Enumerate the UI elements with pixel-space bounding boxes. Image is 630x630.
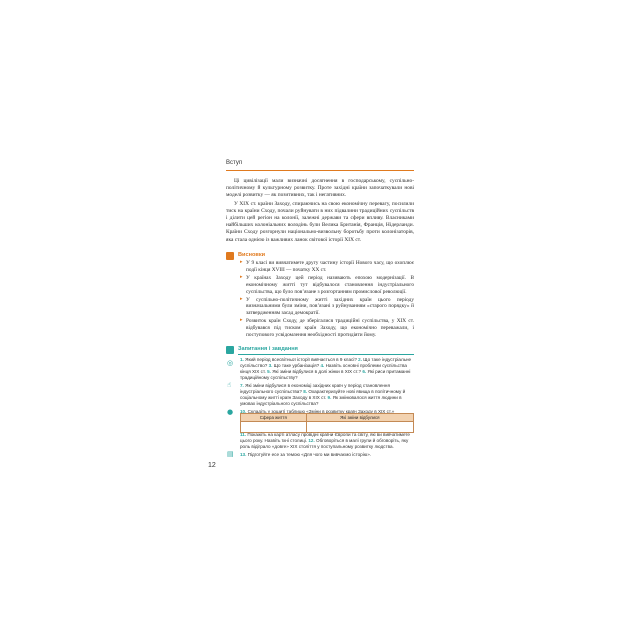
question-group-analysis: 7. Які зміни відбулися в економіці західних країн у період становлення індустріального суспільства? 8. Охарактеризуйте нові явища в політичному й соціальному житті країн Заходу в ХІХ ст. 9. Як змінювалося життя людини в умовах індустріального суспільства?	[240, 383, 406, 406]
question-group-essay: 13. Підготуйте есе за темою «Для чого ми вивчаємо історію».	[240, 452, 372, 457]
table-cell	[241, 422, 307, 433]
conclusion-item: ▸ У 9 класі ви вивчатимете другу частину історії Нового часу, що охоплює події кінця XVIII — початку ХХ ст.	[240, 260, 414, 274]
question-group-basic: 1. Який період всесвітньої історії вивчається в 9 класі? 2. Що таке індустріальне суспільство? 3. Що таке урбанізація? 4. Назвіть основні проблеми суспільства кінця ХІХ ст. 5. Які зміни відбулися в долі жінки в ХІХ ст.? 6. Які риси притаманні традиційному суспільству?	[240, 357, 412, 380]
conclusions-icon	[226, 252, 234, 260]
questions-block-extra	[240, 432, 414, 460]
question-task-table: 10. Складіть у зошиті таблицю «Зміни в розвитку країн Заходу в ХІХ ст.»	[240, 409, 395, 414]
intro-paragraph: У ХІХ ст. країни Заходу, спираючись на свою економічну перевагу, посилили тиск на країни Сходу, почали руйнувати в них підвалини традиційних суспільств і ділити цей регіон на колонії, залежні держави та сфери впливу. Власниками найбільших колоніальних володінь були Велика Британія, Франція, Нідерланди. Країни Сходу розгорнули національно-визвольну боротьбу проти колонізаторів, яка стала однією із важливих ланок світової історії ХІХ ст.	[226, 200, 414, 243]
intro-paragraph: Ці цивілізації мали визначні досягнення в господарському, суспільно-політичному й культурному розвитку. Проте західні країни започаткували нові моделі розвитку — як позитивних, так і негативних.	[226, 178, 414, 199]
page-number: 12	[208, 462, 216, 469]
essay-icon: ▤	[227, 450, 234, 458]
header-divider	[226, 170, 414, 171]
conclusion-item: ▸ У суспільно-політичному житті західних країн цього періоду визначальними були зміни, пов’язані з руйнуванням «старого порядку» й затвердженням засад демократії.	[240, 297, 414, 318]
question-mark-icon	[226, 346, 234, 354]
table-header-sphere: Сфера життя	[241, 414, 307, 422]
table-task-icon: ●	[227, 408, 234, 416]
hand-icon: ☝	[227, 381, 232, 389]
questions-divider	[238, 354, 414, 355]
intro-text	[226, 178, 414, 245]
conclusions-title: Висновки	[238, 252, 266, 258]
questions-title: Запитання і завдання	[238, 346, 298, 352]
target-icon: ◎	[227, 359, 234, 367]
conclusions-list	[240, 260, 414, 340]
conclusion-item: ▸ Розвиток країн Сходу, де зберігалися традиційні суспільства, у ХІХ ст. відбувався під тиском країн Заходу, що економічно переважали, і поступового усвідомлення необхідності протидіяти йому.	[240, 318, 414, 339]
section-header: Вступ	[226, 160, 243, 166]
table-header-changes: Які зміни відбулися	[306, 414, 413, 422]
changes-table	[240, 413, 414, 433]
table-cell	[306, 422, 413, 433]
conclusion-item: ▸ У країнах Заходу цей період називають епохою модернізації. В економічному житті тут відбувалося становлення індустріального суспільства, що було пов’язане з розгортанням промислової революції.	[240, 275, 414, 296]
question-group-map: 11. Покажіть на карті атласу провідні країни Європи та світу, які ви вивчатимете цього року. Назвіть їхні столиці. 12. Обговоріться в малі групи й обговоріть, яку роль відіграло «довге» ХІХ століття у поступальному розвитку людства.	[240, 432, 410, 449]
questions-block	[240, 357, 414, 417]
